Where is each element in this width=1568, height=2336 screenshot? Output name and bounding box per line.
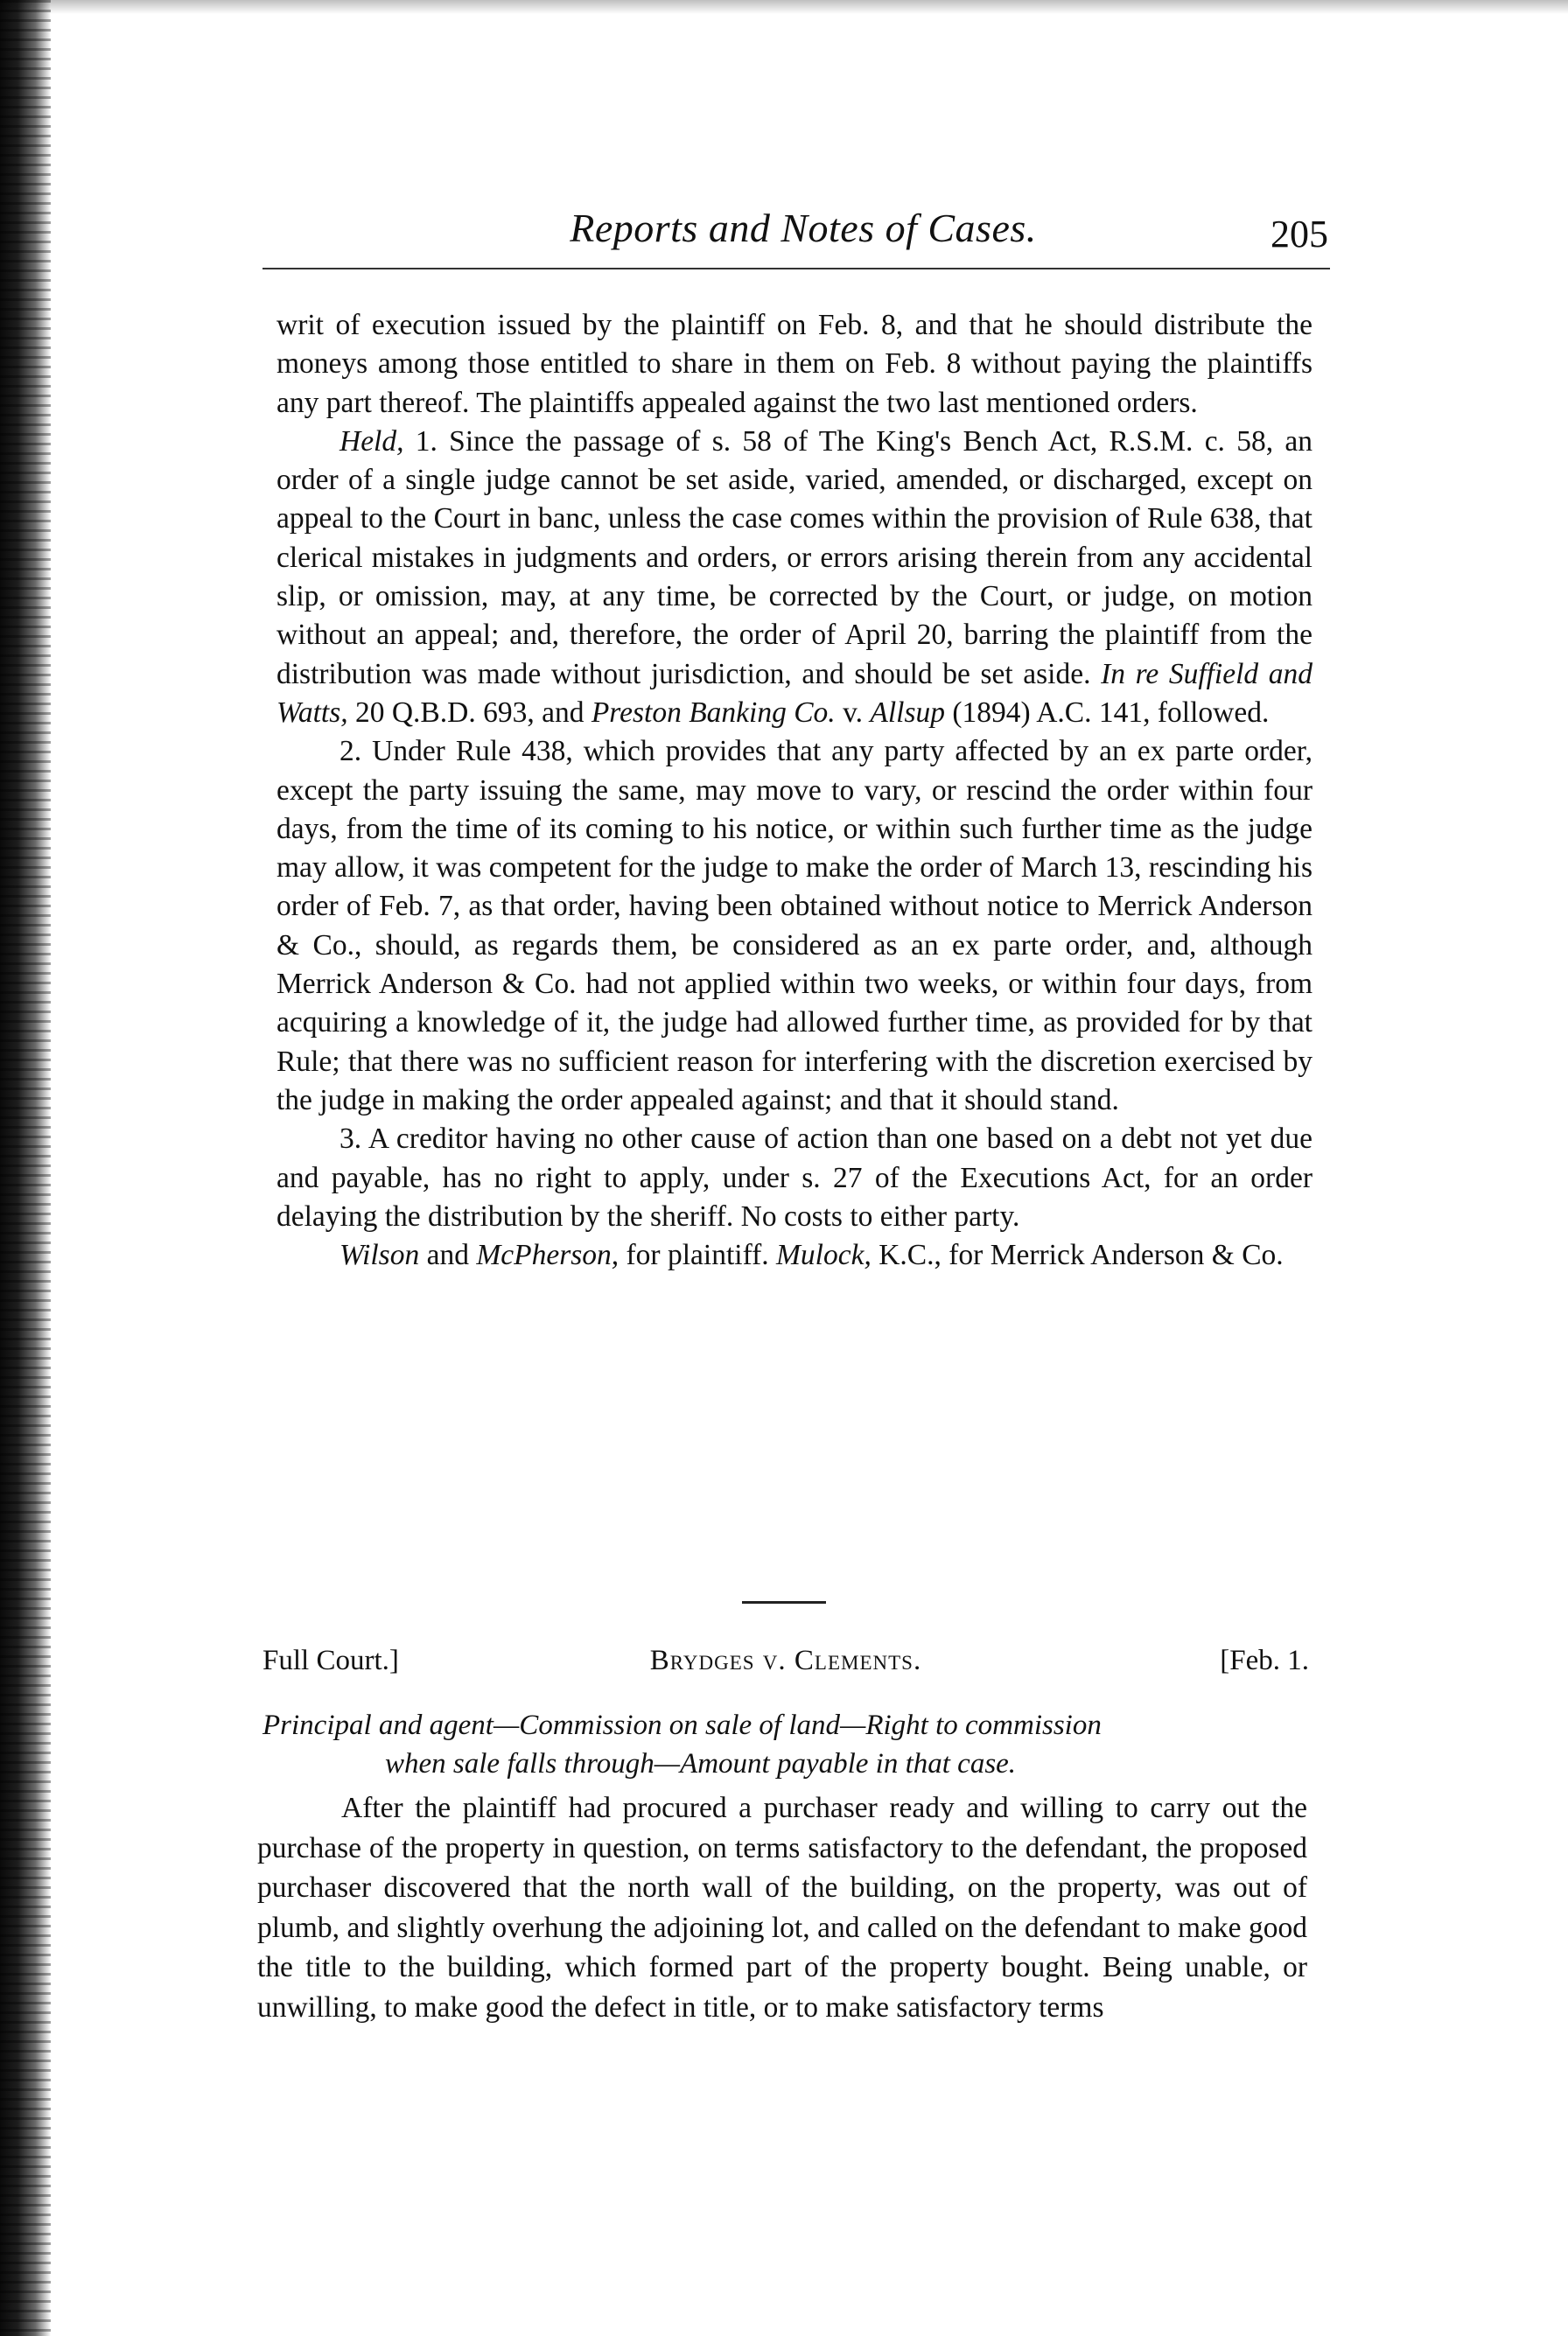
case-date: [Feb. 1. bbox=[1220, 1645, 1309, 1676]
paragraph-counsel bbox=[276, 1236, 1312, 1275]
paragraph-held-1 bbox=[276, 423, 1312, 732]
held-text-2: 20 Q.B.D. 693, and bbox=[347, 696, 592, 729]
case-header bbox=[262, 1645, 1309, 1687]
case-body bbox=[257, 1788, 1307, 2027]
citation-allsup: Allsup bbox=[870, 696, 946, 729]
paragraph-held-2: 2. Under Rule 438, which provides that any party affected by an ex parte order, except the party issuing the same, may move to vary, or rescind the order within four days, from the time of its coming to his notice, or within such further time as the judge may allow, it was competent for the judge to make the order of March 13, rescinding his order of Feb. 7, as that order, having been obtained without notice to Merrick Anderson & Co., should, as regards them, be considered as an ex parte order, and, although Merrick Anderson & Co. had not applied within two weeks, or within four days, from acquiring a knowledge of it, the judge had allowed further time, as provided for by that Rule; that there was no sufficient reason for interfering with the discretion exercised by the judge in making the order appealed against; and that it should stand. bbox=[276, 735, 1312, 1116]
counsel-mulock: Mulock, bbox=[776, 1239, 872, 1272]
case-headnote bbox=[262, 1706, 1309, 1783]
case-name: Brydges v. Clements. bbox=[649, 1645, 922, 1676]
running-head bbox=[278, 199, 1328, 261]
counsel-wilson: Wilson bbox=[340, 1239, 420, 1272]
counsel-mcpherson: McPherson, bbox=[476, 1239, 620, 1272]
paragraph-facts: After the plaintiff had procured a purchaser ready and willing to carry out the purchase of the property in question, on terms satisfactory to the defendant, the proposed purchaser discovered that the north wall of the building, on the property, was out of plumb, and slightly overhung the adjoining lot, and called on the defendant to make good the title to the building, which formed part of the property bought. Being unable, or unwilling, to make good the defect in title, or to make satisfactory terms bbox=[257, 1792, 1307, 2024]
case-court: Full Court.] bbox=[262, 1645, 399, 1676]
page-number: 205 bbox=[1270, 213, 1328, 255]
citation-preston: Preston Banking Co. bbox=[591, 696, 836, 729]
header-rule bbox=[262, 268, 1330, 269]
counsel-and: and bbox=[419, 1239, 477, 1272]
case-report-continued bbox=[276, 306, 1312, 1275]
counsel-text-1: for plaintiff. bbox=[619, 1239, 777, 1272]
paragraph-orders: writ of execution issued by the plaintiff on Feb. 8, and that he should distribute the moneys among those entitled to share in them on Feb. 8 without paying the plaintiffs any part thereof. The plaintiffs appealed against the two last mentioned orders. bbox=[276, 309, 1312, 419]
held-label: Held, bbox=[340, 424, 404, 458]
held-text-1: 1. Since the passage of s. 58 of The King's Bench Act, R.S.M. c. 58, an order of a single judge cannot be set aside, varied, amended, or discharged, except on appeal to the Court in banc, unless the case comes within the provision of Rule 638, that clerical mistakes in judgments and orders, or errors arising therein from any accidental slip, or omission, may, at any time, be corrected by the Court, or judge, on motion without an appeal; and, therefore, the order of April 20, barring the plaintiff from the distribution was made without jurisdiction, and should be set aside. bbox=[276, 424, 1312, 690]
held-text-4: (1894) A.C. 141, followed. bbox=[945, 696, 1270, 729]
section-divider bbox=[742, 1601, 826, 1604]
citation-suffield: In re Suffield and Watts, bbox=[276, 657, 1313, 729]
held-text-3: v. bbox=[835, 696, 871, 729]
counsel-text-2: K.C., for Merrick Anderson & Co. bbox=[871, 1239, 1284, 1272]
headnote-line-1: Principal and agent—Commission on sale of land—Right to commission bbox=[262, 1710, 1102, 1741]
paragraph-held-3: 3. A creditor having no other cause of action than one based on a debt not yet due and payable, has no right to apply, under s. 27 of the Executions Act, for an order delaying the distribution by the sheriff. No costs to either party. bbox=[276, 1123, 1312, 1233]
running-title: Reports and Notes of Cases. bbox=[570, 206, 1037, 250]
headnote-line-2: when sale falls through—Amount payable in that case. bbox=[385, 1748, 1017, 1780]
